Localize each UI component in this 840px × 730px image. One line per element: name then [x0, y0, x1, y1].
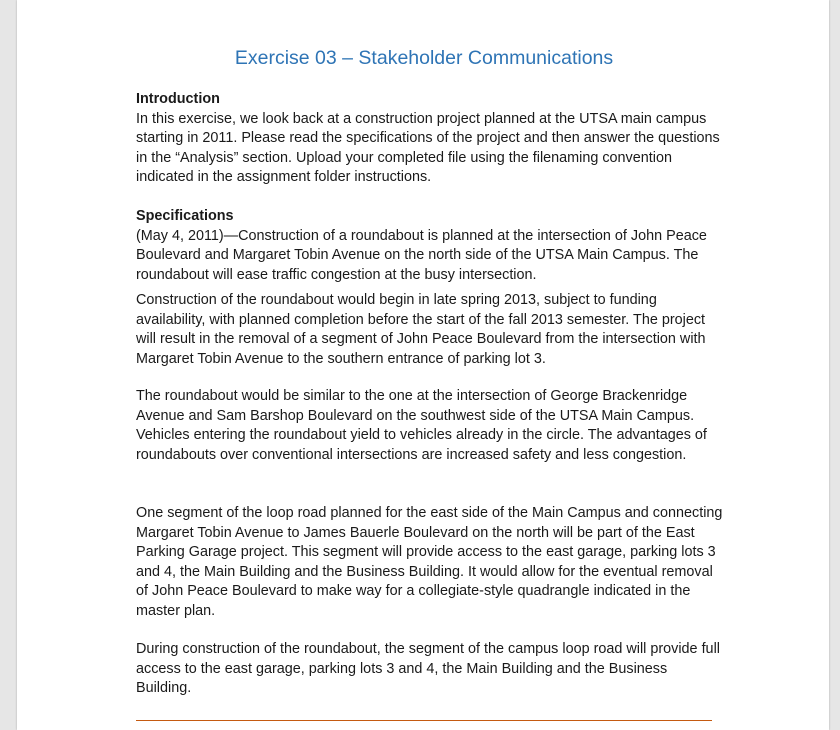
spec-paragraph: Construction of the roundabout would begin in late spring 2013, subject to funding availability, with planned completion before the start of the fall 2013 semester. The project will result in the removal of a segment of John Peace Boulevard from the intersection with Margaret Tobin Avenue to the southern entrance of parking lot 3.: [136, 292, 706, 367]
specifications-section: [136, 207, 726, 285]
introduction-section: [136, 90, 726, 188]
document-title: Exercise 03 – Stakeholder Communications: [234, 47, 614, 69]
spec-paragraph: (May 4, 2011)—Construction of a roundabout is planned at the intersection of John Peace Boulevard and Margaret Tobin Avenue on the north side of the UTSA Main Campus. The roundabout will ease traffic congestion at the busy intersection.: [136, 227, 707, 283]
document-page: [17, 0, 829, 730]
introduction-heading: Introduction: [136, 91, 220, 107]
spec-paragraph: During construction of the roundabout, the segment of the campus loop road will provide full access to the east garage, parking lots 3 and 4, the Main Building and the Business Building.: [136, 641, 720, 696]
spec-paragraph: The roundabout would be similar to the one at the intersection of George Brackenridge Avenue and Sam Barshop Boulevard on the southwest side of the UTSA Main Campus. Vehicles entering the roundabout yield to vehicles already in the circle. The advantages of roundabouts over conventional intersections are increased safety and less congestion.: [136, 388, 707, 463]
specifications-heading: Specifications: [136, 208, 234, 224]
section-divider: [136, 720, 712, 721]
introduction-text: In this exercise, we look back at a construction project planned at the UTSA main campus starting in 2011. Please read the specifications of the project and then answer the questions in the “Analysis” section. Upload your completed file using the filenaming convention indicated in the assignment folder instructions.: [136, 110, 720, 185]
spec-paragraph: One segment of the loop road planned for the east side of the Main Campus and connecting Margaret Tobin Avenue to James Bauerle Boulevard on the north will be part of the East Parking Garage project. This segment will provide access to the east garage, parking lots 3 and 4, the Main Building and the Business Building. It would allow for the eventual removal of John Peace Boulevard to make way for a collegiate-style quadrangle indicated in the master plan.: [136, 505, 723, 619]
